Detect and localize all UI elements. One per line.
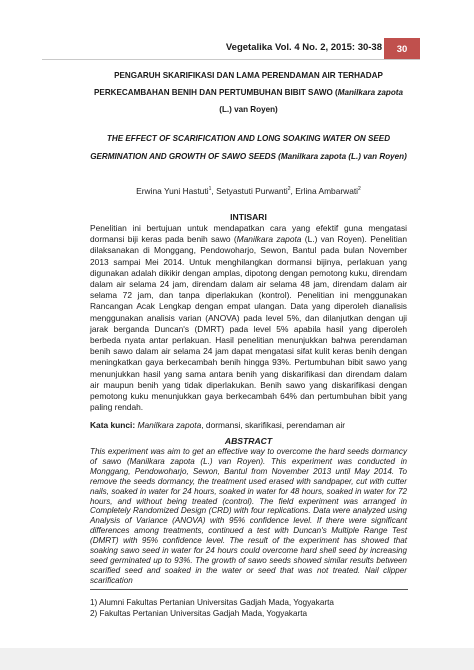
author-name: Erwina Yuni Hastuti: [136, 186, 209, 196]
title-english-species: Manilkara zapota: [280, 152, 347, 161]
title-english: [90, 130, 407, 166]
journal-citation: Vegetalika Vol. 4 No. 2, 2015: 30-38: [225, 42, 382, 53]
header-divider: [42, 59, 420, 60]
author-name: Erlina Ambarwati: [295, 186, 359, 196]
abstract-heading: ABSTRACT: [224, 436, 273, 446]
title-indonesian-suffix: (L.) van Royen): [219, 105, 278, 114]
intisari-heading: INTISARI: [230, 212, 267, 222]
footnote-divider: [90, 589, 408, 590]
keywords-label: Kata kunci: [90, 420, 133, 430]
abstract-paragraph: This experiment was aim to get an effective way to overcome the hard seeds dormancy of sawo (Manilkara zapota (L.) van Royen). This experiment was conducted in Monggang, Pendowoharjo, Sewon, Bantul from November 2013 until May 2014. To remove the seeds dormancy, the treatment used erased with sandpaper, cut with cutter nails, soaked in water for 24 hours, soaked in water for 48 hours, soaked in water for 72 hours, and without being treated (control). The field experiment was arranged in Completely Randomized Design (CRD) with four replications. Data were analyzed using Analysis of Variance (ANOVA) with 95% confidence level. If there were significant differences among treatments, continued a test with Duncan's Multiple Range Test (DMRT) with 95% confidence level. The result of the experiment has showed that soaking sawo seed in water for 24 hours could overcome hard shell seed by increasing seed germinated up to 93%. The growth of sawo seeds showed similar results between scarified seed and soaked in the water or seed that was not treated. Nail clipper scarification: [90, 447, 407, 585]
intisari-text-part1: Penelitian ini bertujuan untuk mendapatkan cara yang efektif guna mengatasi dormansi biji keras pada benih sawo (: [90, 223, 407, 245]
title-indonesian: [90, 67, 407, 118]
keywords-species: Manilkara zapota: [137, 420, 202, 430]
author-affiliation-mark: 2: [287, 186, 291, 193]
intisari-species: Manilkara zapota: [236, 234, 302, 245]
title-indonesian-text: PENGARUH SKARIFIKASI DAN LAMA PERENDAMAN AIR TERHADAP PERKECAMBAHAN BENIH DAN PERTUMBUHAN BIBIT SAWO (: [94, 71, 383, 97]
title-english-text: THE EFFECT OF SCARIFICATION AND LONG SOAKING WATER ON SEED GERMINATION AND GROWTH OF SAWO SEEDS (: [90, 134, 391, 161]
intisari-paragraph: [90, 223, 407, 413]
author-affiliation-mark: 2: [358, 186, 361, 193]
page-header: [0, 38, 474, 60]
intisari-text-part2: (L.) van Royen). Penelitian dilaksanakan di Monggang, Pendowoharjo, Sewon, Bantul pada bulan November 2013 sampai Mei 2014. Untuk menghilangkan dormansi bijinya, perlakuan yang digunakan adalah dikikir dengan amplas, dipotong dengan pemotong kuku, direndam dalam air selama 24 jam, direndam dalam air selama 48 jam, direndam dalam air selama 72 jam, dan tanpa diperlakukan (kontrol). Penelitian ini menggunakan Rancangan Acak Lengkap dengan empat ulangan. Data yang diperoleh dianalisis menggunakan analisis varian (ANOVA) pada level 5%, dan dilanjutkan dengan uji jarak berganda Duncan's (DMRT) pada level 5% apabila hasil yang diperoleh berbeda nyata antar perlakuan. Hasil penelitian menunjukkan bahwa perendaman benih sawo dalam air selama 24 jam dapat mengatasi sifat kulit keras benih dengan meningkatkan gaya berkecambah benih hingga 93%. Pertumbuhan bibit sawo yang menunjukkan hasil yang sama antara benih yang diskarifikasi dan direndam dalam air maupun benih yang tidak diperlakukan. Benih sawo yang diskarifikasi dengan pemotong kuku menunjukkan gaya berkecambah 64% dan pertumbuhan bibit yang paling rendah.: [90, 234, 408, 413]
author-affiliation-mark: 1: [208, 186, 212, 193]
keywords-line: Kata kunci: Manilkara zapota, dormansi, skarifikasi, perendaman air: [90, 420, 346, 430]
footnote-item: 2) Fakultas Pertanian Universitas Gadjah Mada, Yogyakarta: [90, 609, 308, 618]
footnote-item: 1) Alumni Fakultas Pertanian Universitas Gadjah Mada, Yogyakarta: [90, 598, 334, 607]
keywords-terms: , dormansi, skarifikasi, perendaman air: [201, 420, 346, 430]
title-indonesian-species: Manilkara zapota: [337, 88, 403, 97]
title-english-suffix: (L.) van Royen): [346, 152, 407, 161]
author-list: Erwina Yuni Hastuti$^1$, Setyastuti Purwanti$^2$, Erlina Ambarwati$^2$: [136, 186, 361, 196]
footnotes: [90, 597, 334, 619]
page-bottom-margin: [0, 648, 474, 670]
page-number-badge: 30: [384, 38, 420, 60]
author-name: Setyastuti Purwanti: [216, 186, 288, 196]
